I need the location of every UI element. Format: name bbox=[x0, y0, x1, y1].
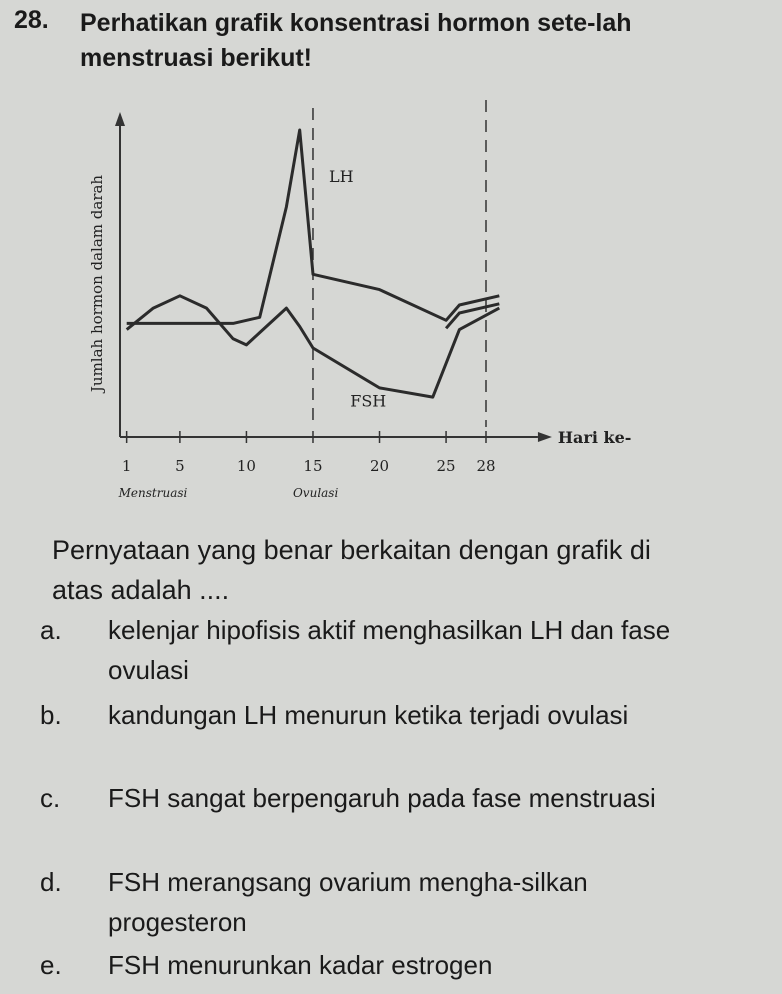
series-line-lh-tail bbox=[446, 304, 499, 329]
x-axis-arrow bbox=[538, 432, 552, 442]
option-b-text: kandungan LH menurun ketika terjadi ovulasi bbox=[108, 700, 629, 730]
option-d-letter: d. bbox=[40, 867, 62, 897]
chart-axes bbox=[115, 100, 552, 442]
statement-text: Pernyataan yang benar berkaitan dengan grafik di atas adalah .... bbox=[52, 535, 651, 605]
option-c-text: FSH sangat berpengaruh pada fase menstruasi bbox=[108, 783, 656, 813]
question-text: Perhatikan grafik konsentrasi hormon sete-lah menstruasi berikut! bbox=[80, 9, 632, 72]
option-b-letter: b. bbox=[40, 700, 62, 730]
hormone-chart bbox=[78, 100, 678, 520]
series-label-lh: LH bbox=[328, 167, 354, 187]
x-tick-label: 5 bbox=[175, 457, 185, 475]
x-tick-label: 20 bbox=[369, 457, 390, 475]
option-a-letter: a. bbox=[40, 615, 62, 645]
option-e-letter: e. bbox=[40, 950, 62, 980]
option-c-letter: c. bbox=[40, 783, 61, 813]
series-label-fsh: FSH bbox=[350, 391, 387, 411]
phase-marker-label: Ovulasi bbox=[292, 486, 339, 500]
chart-labels bbox=[88, 167, 631, 500]
x-tick-label: 10 bbox=[236, 457, 256, 475]
x-tick-label: 25 bbox=[436, 457, 456, 475]
question-number: 28. bbox=[14, 6, 49, 34]
option-d-text: FSH merangsang ovarium mengha-silkan progesteron bbox=[108, 867, 588, 937]
option-a-text: kelenjar hipofisis aktif menghasilkan LH dan fase ovulasi bbox=[108, 615, 671, 685]
y-axis-label: Jumlah hormon dalam darah bbox=[88, 174, 106, 393]
y-axis-arrow bbox=[115, 112, 125, 126]
x-tick-label: 1 bbox=[121, 457, 132, 475]
x-axis-label: Hari ke- bbox=[557, 428, 632, 447]
x-tick-label: 15 bbox=[303, 457, 323, 475]
x-tick-label: 28 bbox=[476, 457, 496, 475]
phase-marker-label: Menstruasi bbox=[118, 486, 188, 500]
option-e-text: FSH menurunkan kadar estrogen bbox=[108, 950, 493, 980]
